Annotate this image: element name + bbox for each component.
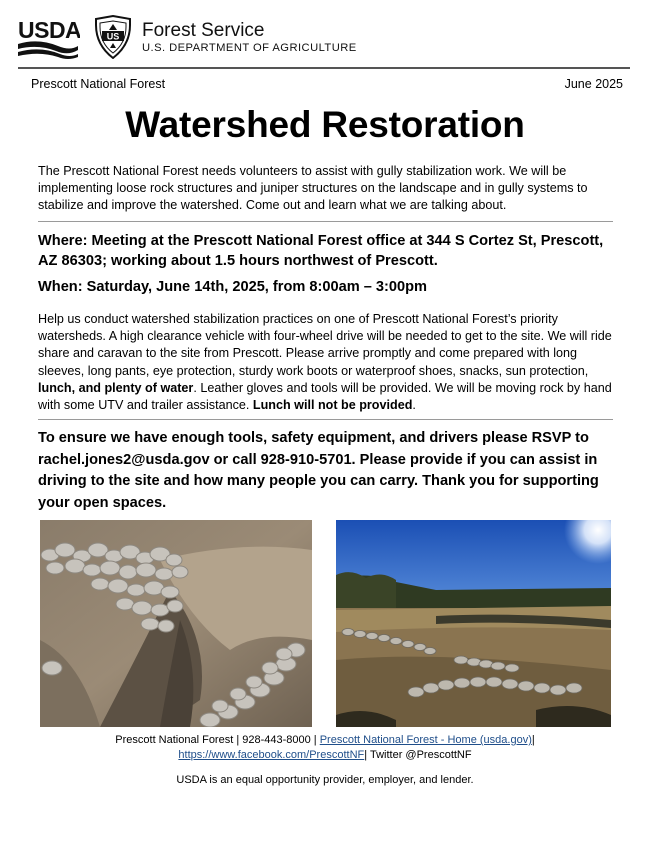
- equal-opportunity-statement: USDA is an equal opportunity provider, employer, and lender.: [176, 774, 474, 786]
- details-bold-text: lunch, and plenty of water: [38, 380, 194, 395]
- footer-contact-line: [0, 733, 650, 748]
- svg-text:USDA: USDA: [18, 17, 80, 43]
- usda-logo: [18, 16, 80, 65]
- section-divider: [38, 221, 613, 222]
- issue-date: June 2025: [564, 77, 623, 91]
- meadow-rock-structures-photo: [336, 520, 611, 727]
- page-title: Watershed Restoration: [125, 104, 525, 145]
- footer-text: |: [531, 734, 535, 746]
- details-text: . Leather gloves and tools will be provided. We will be moving rock by hand with some UTV and trailer assistance.: [38, 380, 612, 413]
- details-bold-text: Lunch will not be provided: [252, 398, 413, 413]
- header-divider: [18, 67, 630, 69]
- rock-structure-photo: [40, 520, 312, 727]
- details-text: Help us conduct watershed stabilization practices on one of Prescott National Forest’s priority watersheds. A high clearance vehicle with four-wheel drive will be needed to get to the site. We will ride share and caravan to the site from Prescott. Please arrive promptly and come prepared with long sleeves, long pants, eye protection, sturdy work boots or waterproof shoes, snacks, sun protection,: [38, 312, 612, 378]
- forest-homepage-link[interactable]: Prescott National Forest - Home (usda.gov): [319, 734, 532, 746]
- footer-text: Prescott National Forest | 928-443-8000 |: [115, 734, 320, 746]
- details-text: .: [412, 398, 416, 413]
- intro-paragraph: The Prescott National Forest needs volunteers to assist with gully stabilization work. We will be implementing loose rock structures and juniper structures on the landscape and in gully systems to stabilize and improve the watershed. Come out and learn what we are talking about.: [38, 164, 588, 213]
- svg-text:US: US: [106, 31, 120, 42]
- forest-service-shield-icon: [93, 15, 133, 64]
- agency-department: U.S. DEPARTMENT OF AGRICULTURE: [142, 42, 357, 54]
- rsvp-paragraph: To ensure we have enough tools, safety equipment, and drivers please RSVP to rachel.jones2@usda.gov or call 928-910-5701. Please provide if you can assist in driving to the site and how many people you can carry. Thank you for supporting your open spaces.: [38, 430, 599, 511]
- footer-social-line: [0, 748, 650, 763]
- when-paragraph: When: Saturday, June 14th, 2025, from 8:00am – 3:00pm: [38, 279, 428, 295]
- section-divider: [38, 419, 613, 420]
- agency-name: Forest Service: [142, 20, 265, 41]
- footer-text: | Twitter @PrescottNF: [364, 749, 472, 761]
- where-paragraph: Where: Meeting at the Prescott National Forest office at 344 S Cortez St, Prescott, AZ 86303; working about 1.5 hours northwest of Prescott.: [38, 233, 604, 269]
- facebook-link[interactable]: https://www.facebook.com/PrescottNF: [178, 749, 365, 761]
- details-paragraph: [38, 311, 616, 414]
- forest-name: Prescott National Forest: [31, 77, 166, 91]
